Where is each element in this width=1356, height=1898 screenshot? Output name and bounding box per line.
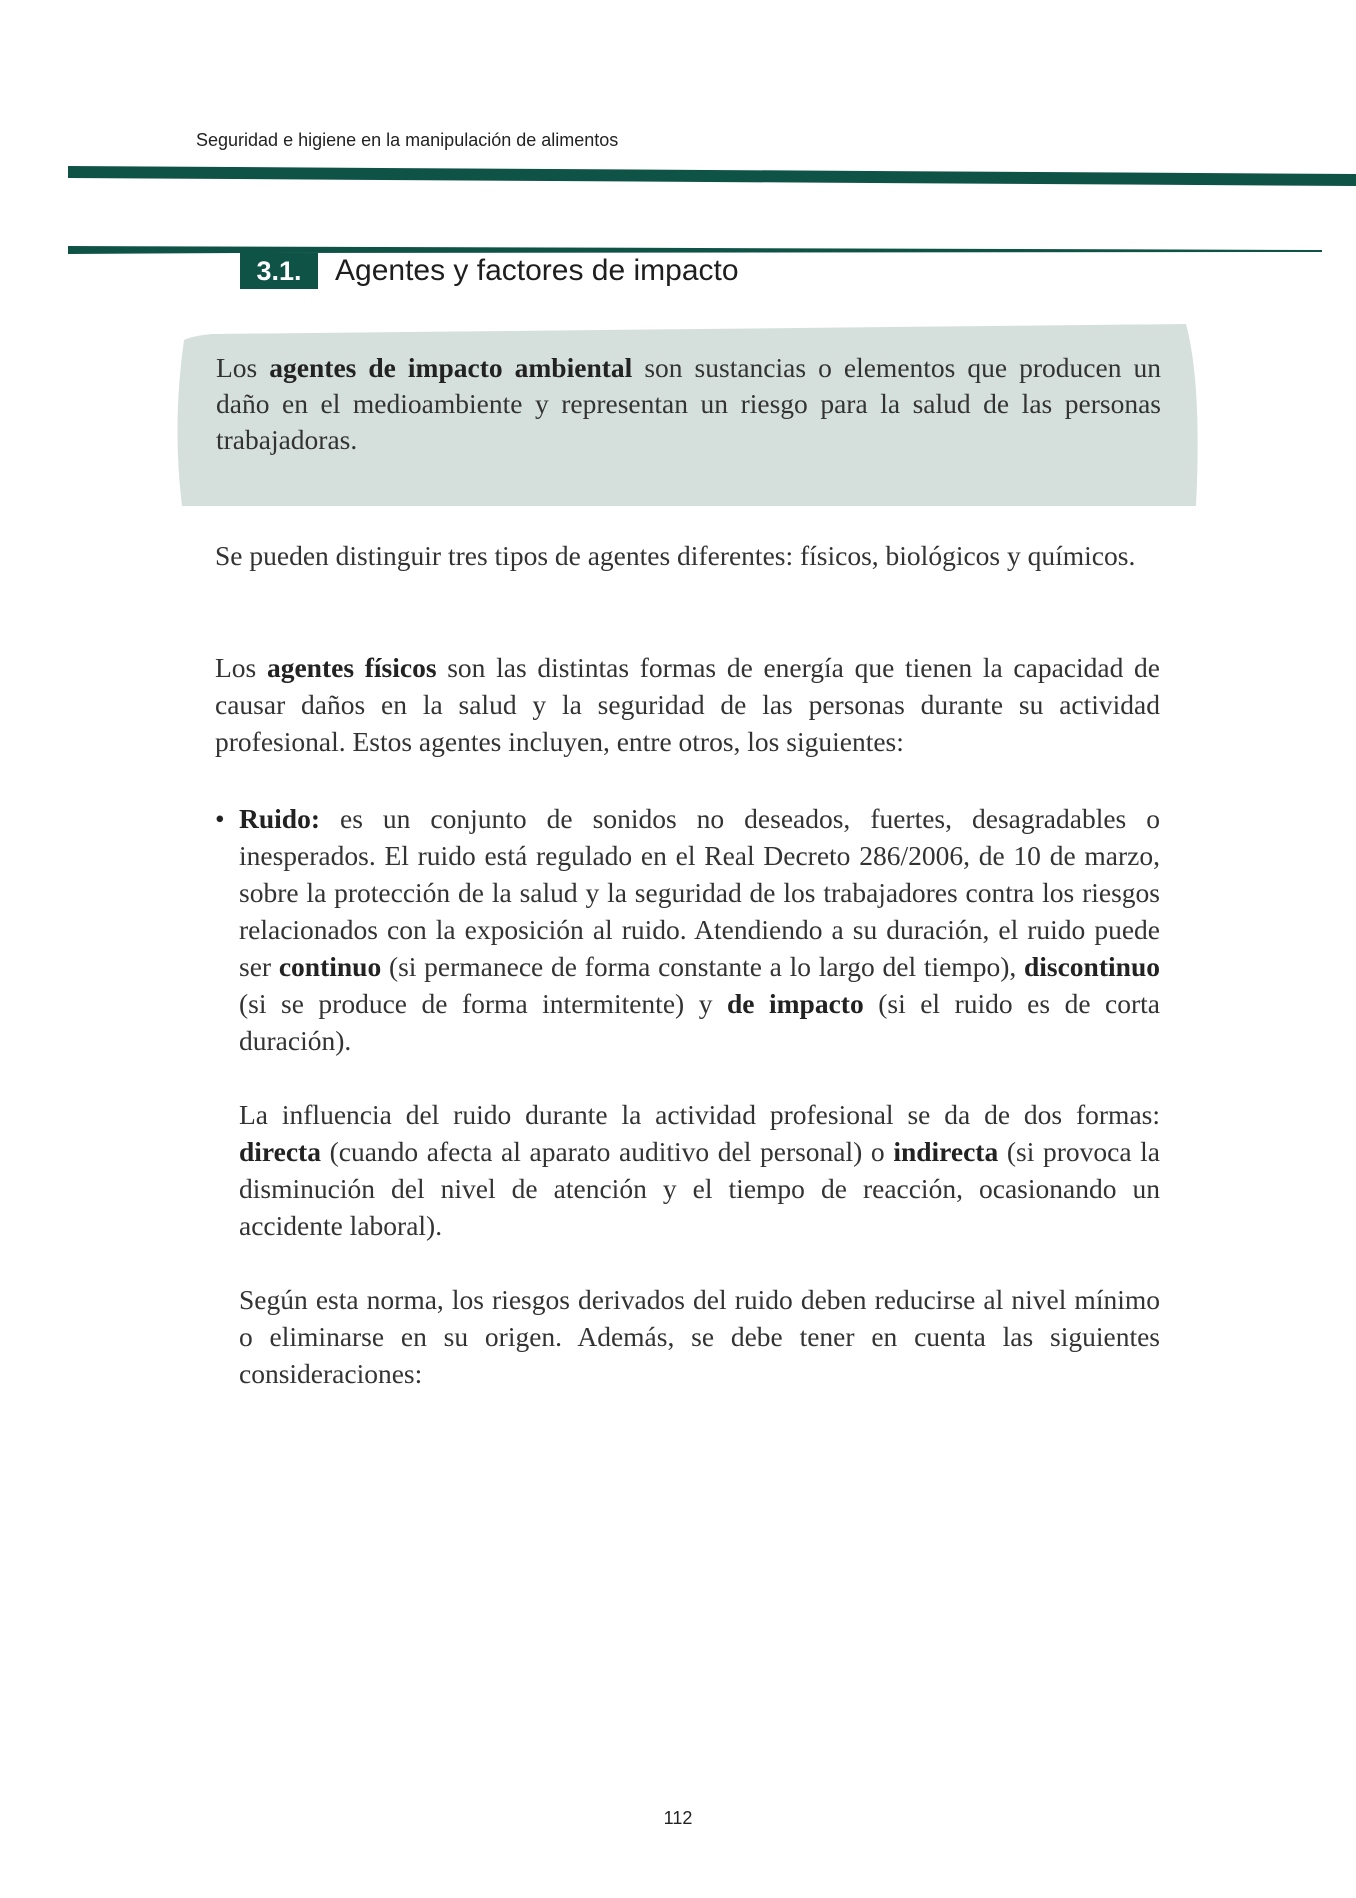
definition-term: agentes de impacto ambiental bbox=[269, 352, 633, 383]
bullet-ruido bbox=[215, 800, 1160, 1059]
bullet-icon: • bbox=[215, 803, 225, 834]
page-number: 112 bbox=[663, 1808, 693, 1828]
header-band bbox=[0, 160, 1356, 190]
noise-influence-paragraph: La influencia del ruido durante la actividad profesional se da de dos formas: directa (cuando afecta al aparato auditivo del personal) o indirecta (si provoca la disminución del nivel de atención y el tiempo de reacción, ocasionando un accidente laboral). bbox=[239, 1099, 1160, 1241]
section-number: 3.1. bbox=[240, 253, 318, 289]
section-title: Agentes y factores de impacto bbox=[335, 254, 739, 287]
definition-box bbox=[172, 324, 1202, 506]
bullet-term: Ruido: bbox=[239, 803, 320, 834]
definition-text: Los agentes de impacto ambiental son sustancias o elementos que producen un daño en el medioambiente y representan un riesgo para la salud de las personas trabajadoras. bbox=[216, 352, 1161, 455]
running-header: Seguridad e higiene en la manipulación de alimentos bbox=[196, 130, 619, 150]
physical-agents-paragraph: Los agentes físicos son las distintas formas de energía que tienen la capacidad de causar daños en la salud y la seguridad de las personas durante su actividad profesional. Estos agentes incluyen, entre otros, los siguientes: bbox=[215, 652, 1161, 757]
bullet-ruido-text: Ruido: es un conjunto de sonidos no deseados, fuertes, desagradables o inesperados. El ruido está regulado en el Real Decreto 286/2006, de 10 de marzo, sobre la protección de la salud y la seguridad de los trabajadores contra los riesgos relacionados con la exposición al ruido. Atendiendo a su duración, el ruido puede ser continuo (si permanece de forma constante a lo largo del tiempo), discontinuo (si se produce de forma intermitente) y de impacto (si el ruido es de corta duración). bbox=[239, 803, 1161, 1056]
noise-norm-paragraph: Según esta norma, los riesgos derivados del ruido deben reducirse al nivel mínimo o eliminarse en su origen. Además, se debe tener en cuenta las siguientes consideraciones: bbox=[239, 1284, 1160, 1389]
physical-agents-term: agentes físicos bbox=[266, 652, 437, 683]
intro-paragraph: Se pueden distinguir tres tipos de agentes diferentes: físicos, biológicos y químicos. bbox=[215, 540, 1136, 571]
